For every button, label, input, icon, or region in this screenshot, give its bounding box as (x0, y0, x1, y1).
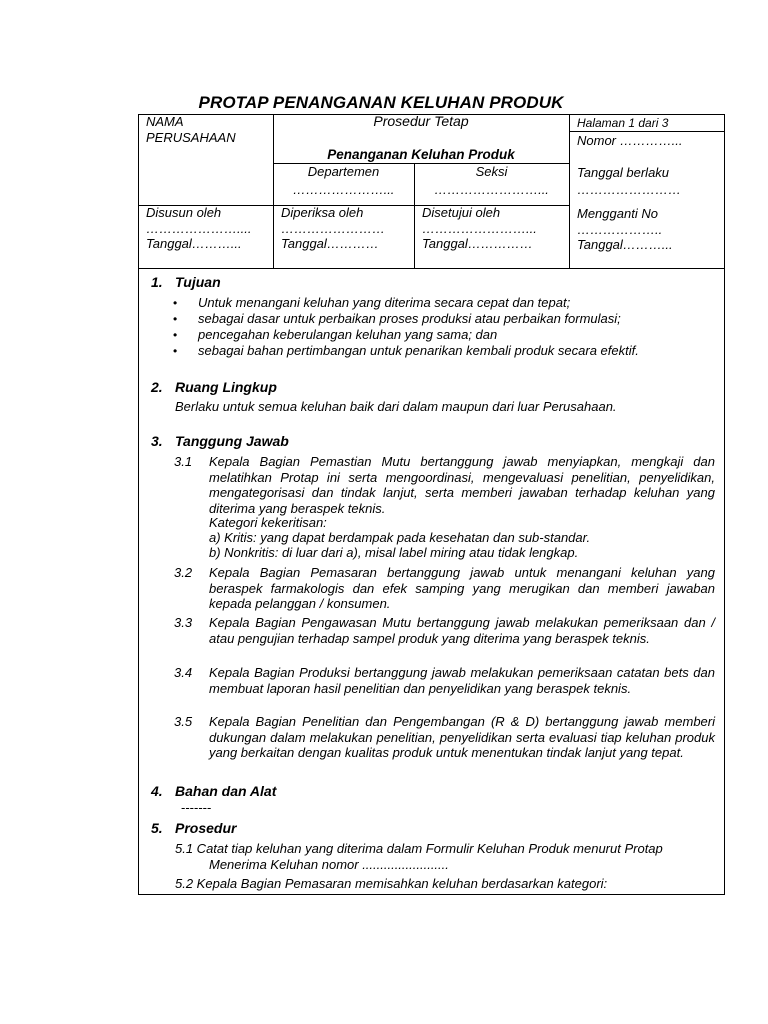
item-number: 3.5 (174, 714, 193, 729)
prosedur-5-2-line1: 5.2 Kepala Bagian Pemasaran memisahkan keluhan berdasarkan kategori: (175, 876, 608, 891)
disetujui-label: Disetujui oleh (422, 205, 501, 220)
section-number: 5. (151, 820, 163, 836)
seksi-value: ……………………... (434, 182, 549, 197)
departemen-value: …………………... (292, 182, 395, 197)
document-title-text: PROTAP PENANGANAN KELUHAN PRODUK (198, 93, 564, 112)
table-border-bottom (138, 268, 724, 269)
list-item-text: pencegahan keberulangan keluhan yang sama; dan (198, 327, 498, 342)
item-3-3-text: Kepala Bagian Pengawasan Mutu bertanggung jawab melakukan pemeriksaan dan / atau pengujian terhadap sampel produk yang diterima yang beraspek teknis. (209, 615, 715, 646)
tanggal-berlaku-value: …………………… (577, 182, 681, 197)
item-number: 3.3 (174, 615, 193, 630)
prosedur-5-1-line1: 5.1 Catat tiap keluhan yang diterima dalam Formulir Keluhan Produk menurut Protap (175, 841, 663, 856)
disetujui-value: ……………………... (422, 221, 537, 236)
kategori-a: a) Kritis: yang dapat berdampak pada kesehatan dan sub-standar. (209, 530, 591, 545)
ruang-lingkup-text: Berlaku untuk semua keluhan baik dari dalam maupun dari luar Perusahaan. (175, 399, 617, 414)
item-number: 3.4 (174, 665, 193, 680)
procedure-name: Penanganan Keluhan Produk (327, 147, 515, 162)
item-number: 3.2 (174, 565, 193, 580)
section-tujuan-heading (151, 274, 221, 290)
section-title: Bahan dan Alat (175, 783, 277, 799)
seksi-label: Seksi (475, 164, 508, 179)
item-3-2-text: Kepala Bagian Pemasaran bertanggung jawab untuk menangani keluhan yang beraspek farmakologis dan efek samping yang merugikan dan memberi jawaban kepada pelanggan / konsumen. (209, 565, 715, 611)
disusun-label: Disusun oleh (146, 205, 222, 220)
kategori-b: b) Nonkritis: di luar dari a), misal label miring atau tidak lengkap. (209, 545, 579, 560)
item-3-1-text: Kepala Bagian Pemastian Mutu bertanggung jawab menyiapkan, mengkaji dan melatihkan Protap ini serta mengoordinasi, mengevaluasi penelitian, penyelidikan, mengategorisasi dan tindak lanjut, serta memberi jawaban terhadap keluhan yang diterima yang beraspek teknis. (209, 454, 715, 516)
section-title: Tujuan (175, 274, 221, 290)
list-item (173, 343, 639, 359)
item-number: 3.1 (174, 454, 193, 469)
nama-label: NAMA (146, 114, 184, 129)
section-title: Ruang Lingkup (175, 379, 277, 395)
section-title: Prosedur (175, 820, 237, 836)
section-ruang-lingkup-heading (151, 379, 277, 395)
disusun-tanggal: Tanggal………... (146, 236, 242, 251)
page-border-left (138, 114, 139, 895)
nomor-label: Nomor …………... (577, 133, 683, 148)
diperiksa-label: Diperiksa oleh (281, 205, 364, 220)
item-3-4-text: Kepala Bagian Produksi bertanggung jawab melakukan pemeriksaan catatan bets dan membuat laporan hasil penelitian dan penyelidikan yang beraspek teknis. (209, 665, 715, 696)
disetujui-tanggal: Tanggal…………… (422, 236, 533, 251)
bullet-icon: • (173, 328, 178, 342)
section-title: Tanggung Jawab (175, 433, 289, 449)
list-item (173, 327, 497, 343)
bullet-icon: • (173, 344, 178, 358)
diperiksa-value: …………………… (281, 221, 385, 236)
list-item-text: sebagai bahan pertimbangan untuk penarikan kembali produk secara efektif. (198, 343, 639, 358)
kategori-label: Kategori kekeritisan: (209, 515, 327, 530)
departemen-label: Departemen (307, 164, 380, 179)
section-number: 3. (151, 433, 163, 449)
bullet-icon: • (173, 312, 178, 326)
tanggal-berlaku-label: Tanggal berlaku (577, 165, 670, 180)
mengganti-value: ……………….. (577, 222, 663, 237)
section-number: 1. (151, 274, 163, 290)
perusahaan-label: PERUSAHAAN (146, 130, 236, 145)
disusun-value: ………………….... (146, 221, 252, 236)
prosedur-tetap-label: Prosedur Tetap (373, 113, 469, 129)
section-bahan-alat-heading (151, 783, 276, 799)
list-item (173, 311, 621, 327)
section-tanggung-jawab-heading (151, 433, 289, 449)
list-item-text: sebagai dasar untuk perbaikan proses produksi atau perbaikan formulasi; (198, 311, 621, 326)
page-border-bottom (138, 894, 725, 895)
bullet-icon: • (173, 296, 178, 310)
page-border-right (724, 114, 725, 895)
table-halaman-divider (569, 131, 724, 132)
prosedur-5-1-line2: Menerima Keluhan nomor ........................ (209, 857, 449, 872)
bahan-alat-text: ------- (181, 800, 212, 815)
mengganti-tanggal: Tanggal………... (577, 237, 673, 252)
section-number: 4. (151, 783, 163, 799)
list-item (173, 295, 570, 311)
item-3-5-text: Kepala Bagian Penelitian dan Pengembangan (R & D) bertanggung jawab memberi dukungan dalam melakukan penelitian, penyelidikan serta evaluasi tiap keluhan produk yang berkaitan dengan kualitas produk untuk menentukan tindak lanjut yang tepat. (209, 714, 715, 760)
mengganti-label: Mengganti No (577, 206, 658, 221)
halaman-label: Halaman 1 dari 3 (577, 116, 669, 130)
list-item-text: Untuk menangani keluhan yang diterima secara cepat dan tepat; (198, 295, 571, 310)
document-title (0, 93, 768, 113)
table-col-divider-3 (569, 114, 570, 268)
diperiksa-tanggal: Tanggal………… (281, 236, 379, 251)
section-number: 2. (151, 379, 163, 395)
section-prosedur-heading (151, 820, 236, 836)
